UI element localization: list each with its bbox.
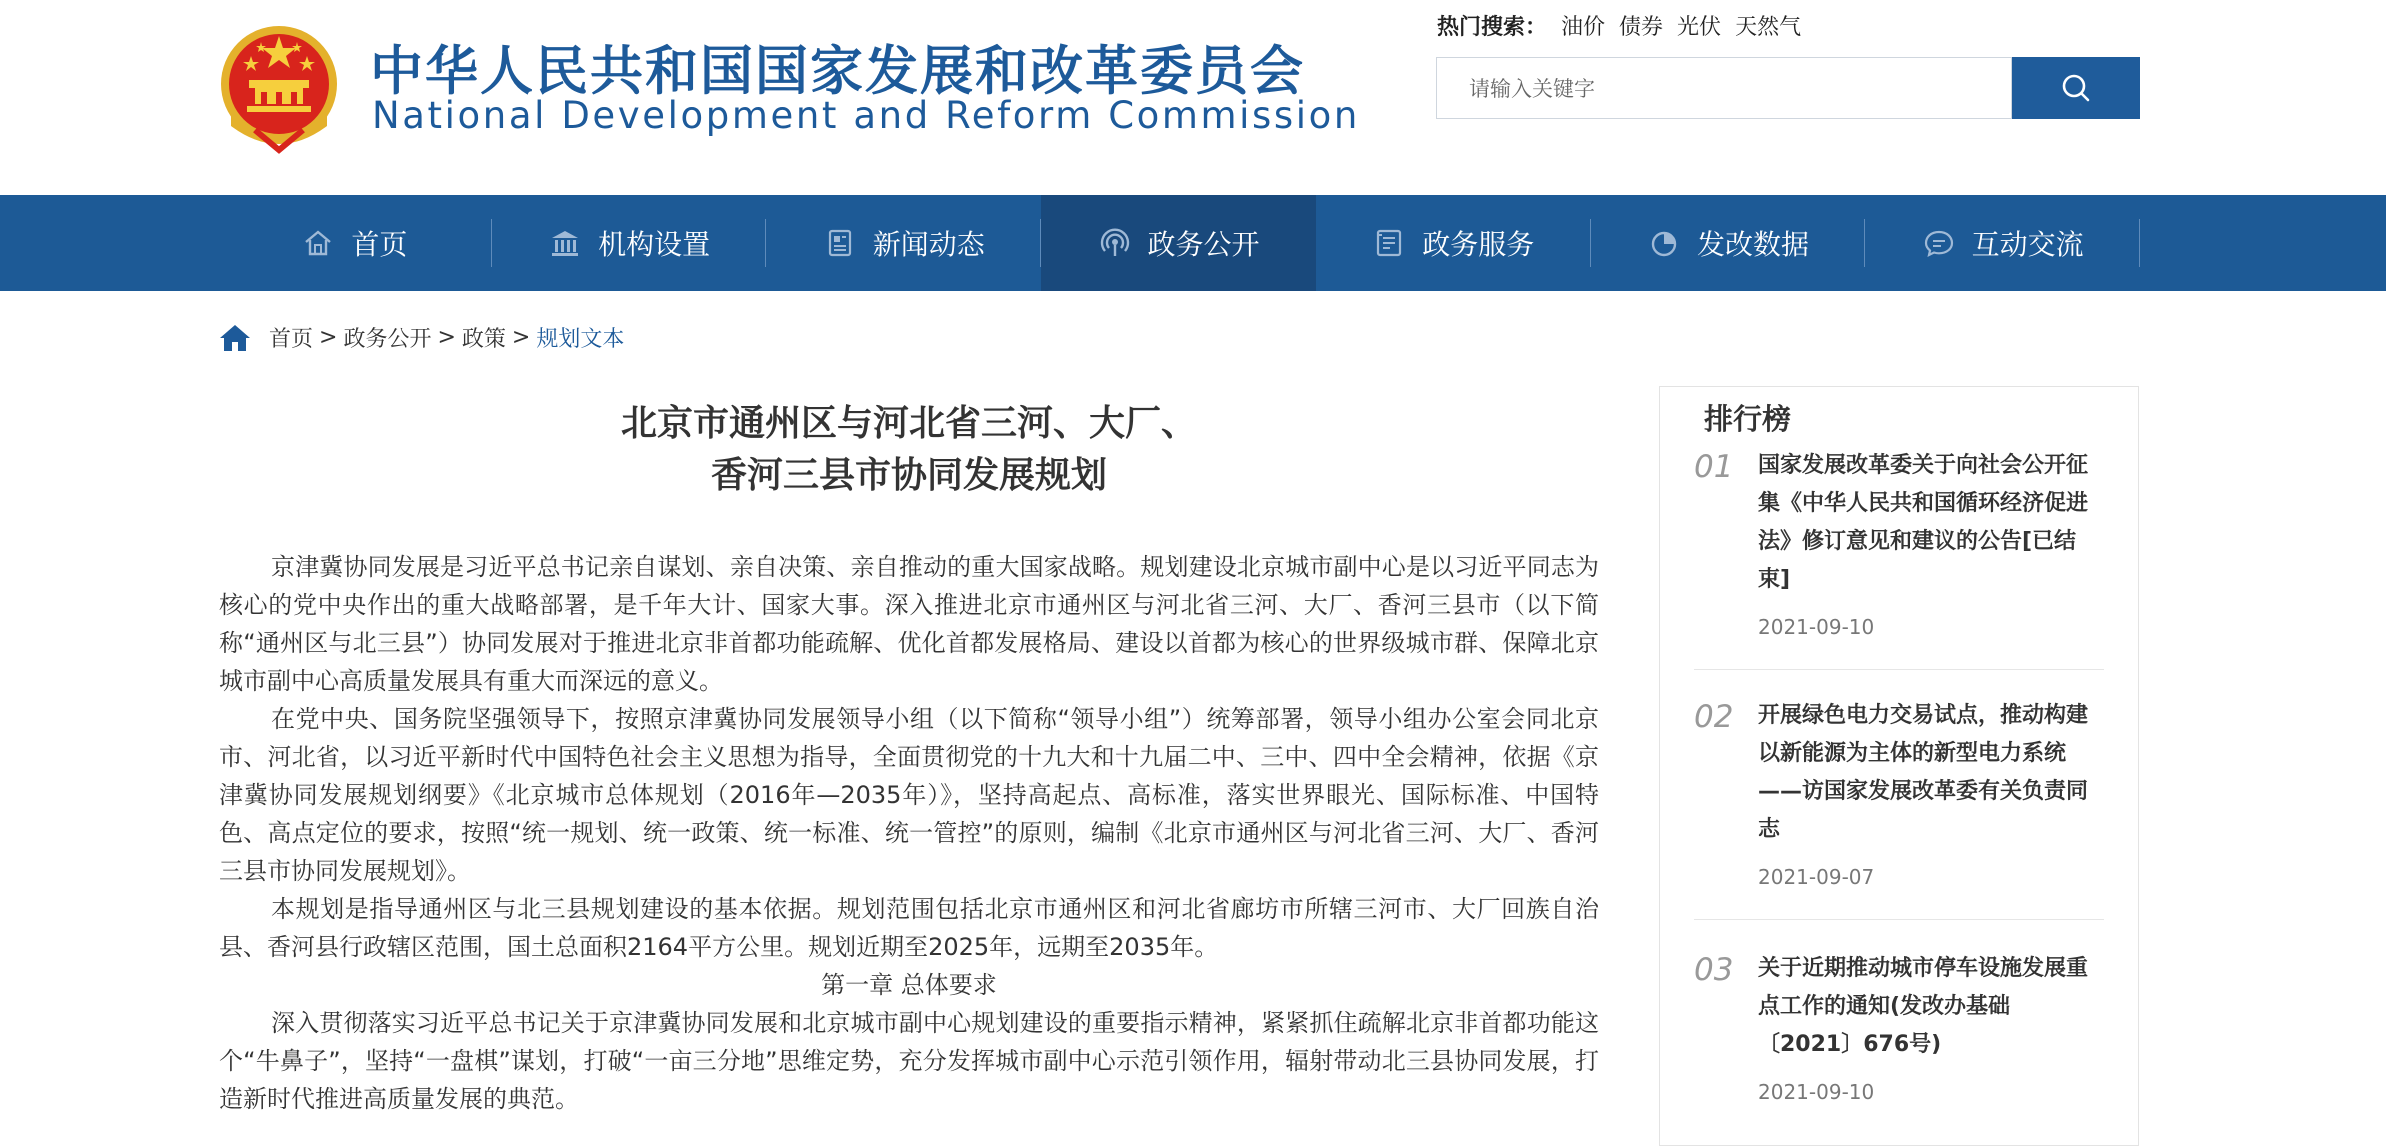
hot-search-item[interactable]: 油价: [1561, 15, 1606, 40]
ranking-date: 2021-09-10: [1758, 615, 1875, 639]
nav-item-organization[interactable]: [492, 195, 767, 291]
hot-search: [1437, 13, 1801, 43]
search-button[interactable]: [2012, 57, 2140, 119]
article-paragraph: 本规划是指导通州区与北三县规划建设的基本依据。规划范围包括北京市通州区和河北省廊坊市所辖三河市、大厂回族自治县、香河县行政辖区范围，国土总面积2164平方公里。规划近期至2025年，远期至2035年。: [219, 895, 1599, 961]
article-title: [219, 398, 1599, 502]
article-title-line: 北京市通州区与河北省三河、大厂、: [620, 403, 1197, 444]
breadcrumb-home-link[interactable]: 首页: [269, 327, 314, 352]
building-icon: [548, 226, 582, 260]
search-icon: [2059, 71, 2093, 105]
national-emblem-icon: [217, 22, 341, 154]
article-title-line: 香河三县市协同发展规划: [710, 455, 1107, 496]
breadcrumb-link[interactable]: 政务公开: [343, 327, 432, 352]
ranking-item: [1694, 447, 2104, 670]
ranking-title: 排行榜: [1704, 402, 1792, 436]
site-title-en: National Development and Reform Commission: [372, 94, 1360, 137]
newspaper-icon: [823, 226, 857, 260]
broadcast-icon: [1098, 226, 1132, 260]
nav-item-home[interactable]: [217, 195, 492, 291]
hot-search-item[interactable]: 债券: [1619, 15, 1664, 40]
nav-divider: [2139, 219, 2140, 267]
breadcrumb-separator: >: [437, 325, 456, 350]
home-icon: [219, 323, 251, 353]
ranking-panel: [1659, 386, 2139, 1146]
site-title-cn: 中华人民共和国国家发展和改革委员会: [370, 41, 1305, 102]
ranking-date: 2021-09-10: [1758, 1080, 1875, 1104]
nav-label: 政务服务: [1422, 228, 1535, 261]
search-box: [1436, 57, 2012, 119]
breadcrumb-separator: >: [319, 325, 338, 350]
ranking-link[interactable]: 开展绿色电力交易试点，推动构建以新能源为主体的新型电力系统——访国家发展改革委有关负责同志: [1758, 703, 2089, 842]
ranking-number: 01: [1694, 449, 1734, 485]
article-paragraph: 深入贯彻落实习近平总书记关于京津冀协同发展和北京城市副中心规划建设的重要指示精神，紧紧抓住疏解北京非首都功能这个“牛鼻子”，坚持“一盘棋”谋划，打破“一亩三分地”思维定势，充分发挥城市副中心示范引领作用，辐射带动北三县协同发展，打造新时代推进高质量发展的典范。: [219, 1009, 1599, 1113]
nav-label: 政务公开: [1147, 228, 1260, 261]
hot-search-label: 热门搜索：: [1437, 15, 1548, 40]
breadcrumb-separator: >: [511, 325, 531, 350]
ranking-item: [1694, 950, 2104, 1146]
nav-label: 机构设置: [598, 228, 711, 261]
nav-label: 首页: [351, 228, 408, 261]
site-header: [0, 0, 2386, 195]
chat-icon: [1922, 226, 1956, 260]
ranking-date: 2021-09-07: [1758, 865, 1875, 889]
search-input[interactable]: [1437, 58, 2011, 120]
pie-chart-icon: [1647, 226, 1681, 260]
article: [219, 398, 1599, 1118]
home-icon: [301, 226, 335, 260]
nav-item-interaction[interactable]: [1865, 195, 2140, 291]
article-paragraph: 在党中央、国务院坚强领导下，按照京津冀协同发展领导小组（以下简称“领导小组”）统筹部署，领导小组办公室会同北京市、河北省，以习近平新时代中国特色社会主义思想为指导，全面贯彻党的十九大和十九届二中、三中、四中全会精神，依据《京津冀协同发展规划纲要》《北京城市总体规划（2016年—2035年）》，坚持高起点、高标准，落实世界眼光、国际标准、中国特色、高点定位的要求，按照“统一规划、统一政策、统一标准、统一管控”的原则，编制《北京市通州区与河北省三河、大厂、香河三县市协同发展规划》。: [219, 705, 1599, 885]
breadcrumb: [219, 322, 624, 353]
main-nav: [0, 195, 2386, 291]
chapter-heading: 第一章 总体要求: [821, 971, 997, 999]
nav-item-news[interactable]: [766, 195, 1041, 291]
ranking-number: 03: [1694, 952, 1734, 988]
nav-label: 发改数据: [1696, 228, 1809, 261]
nav-item-government-affairs[interactable]: [1041, 195, 1316, 291]
ranking-number: 02: [1694, 699, 1734, 735]
hot-search-item[interactable]: 天然气: [1735, 15, 1802, 40]
hot-search-item[interactable]: 光伏: [1677, 15, 1722, 40]
ranking-link[interactable]: 国家发展改革委关于向社会公开征集《中华人民共和国循环经济促进法》修订意见和建议的公告[已结束]: [1758, 453, 2089, 592]
ranking-link[interactable]: 关于近期推动城市停车设施发展重点工作的通知(发改办基础〔2021〕676号): [1758, 956, 2089, 1057]
nav-item-data[interactable]: [1591, 195, 1866, 291]
nav-label: 互动交流: [1971, 228, 2084, 261]
ranking-item: [1694, 697, 2104, 920]
breadcrumb-current[interactable]: 规划文本: [536, 327, 625, 352]
article-paragraph: 京津冀协同发展是习近平总书记亲自谋划、亲自决策、亲自推动的重大国家战略。规划建设北京城市副中心是以习近平同志为核心的党中央作出的重大战略部署，是千年大计、国家大事。深入推进北京市通州区与河北省三河、大厂、香河三县市（以下简称“通州区与北三县”）协同发展对于推进北京非首都功能疏解、优化首都发展格局、建设以首都为核心的世界级城市群、保障北京城市副中心高质量发展具有重大而深远的意义。: [219, 553, 1599, 695]
document-icon: [1372, 226, 1406, 260]
nav-item-services[interactable]: [1316, 195, 1591, 291]
nav-label: 新闻动态: [872, 228, 985, 261]
breadcrumb-link[interactable]: 政策: [461, 327, 506, 352]
